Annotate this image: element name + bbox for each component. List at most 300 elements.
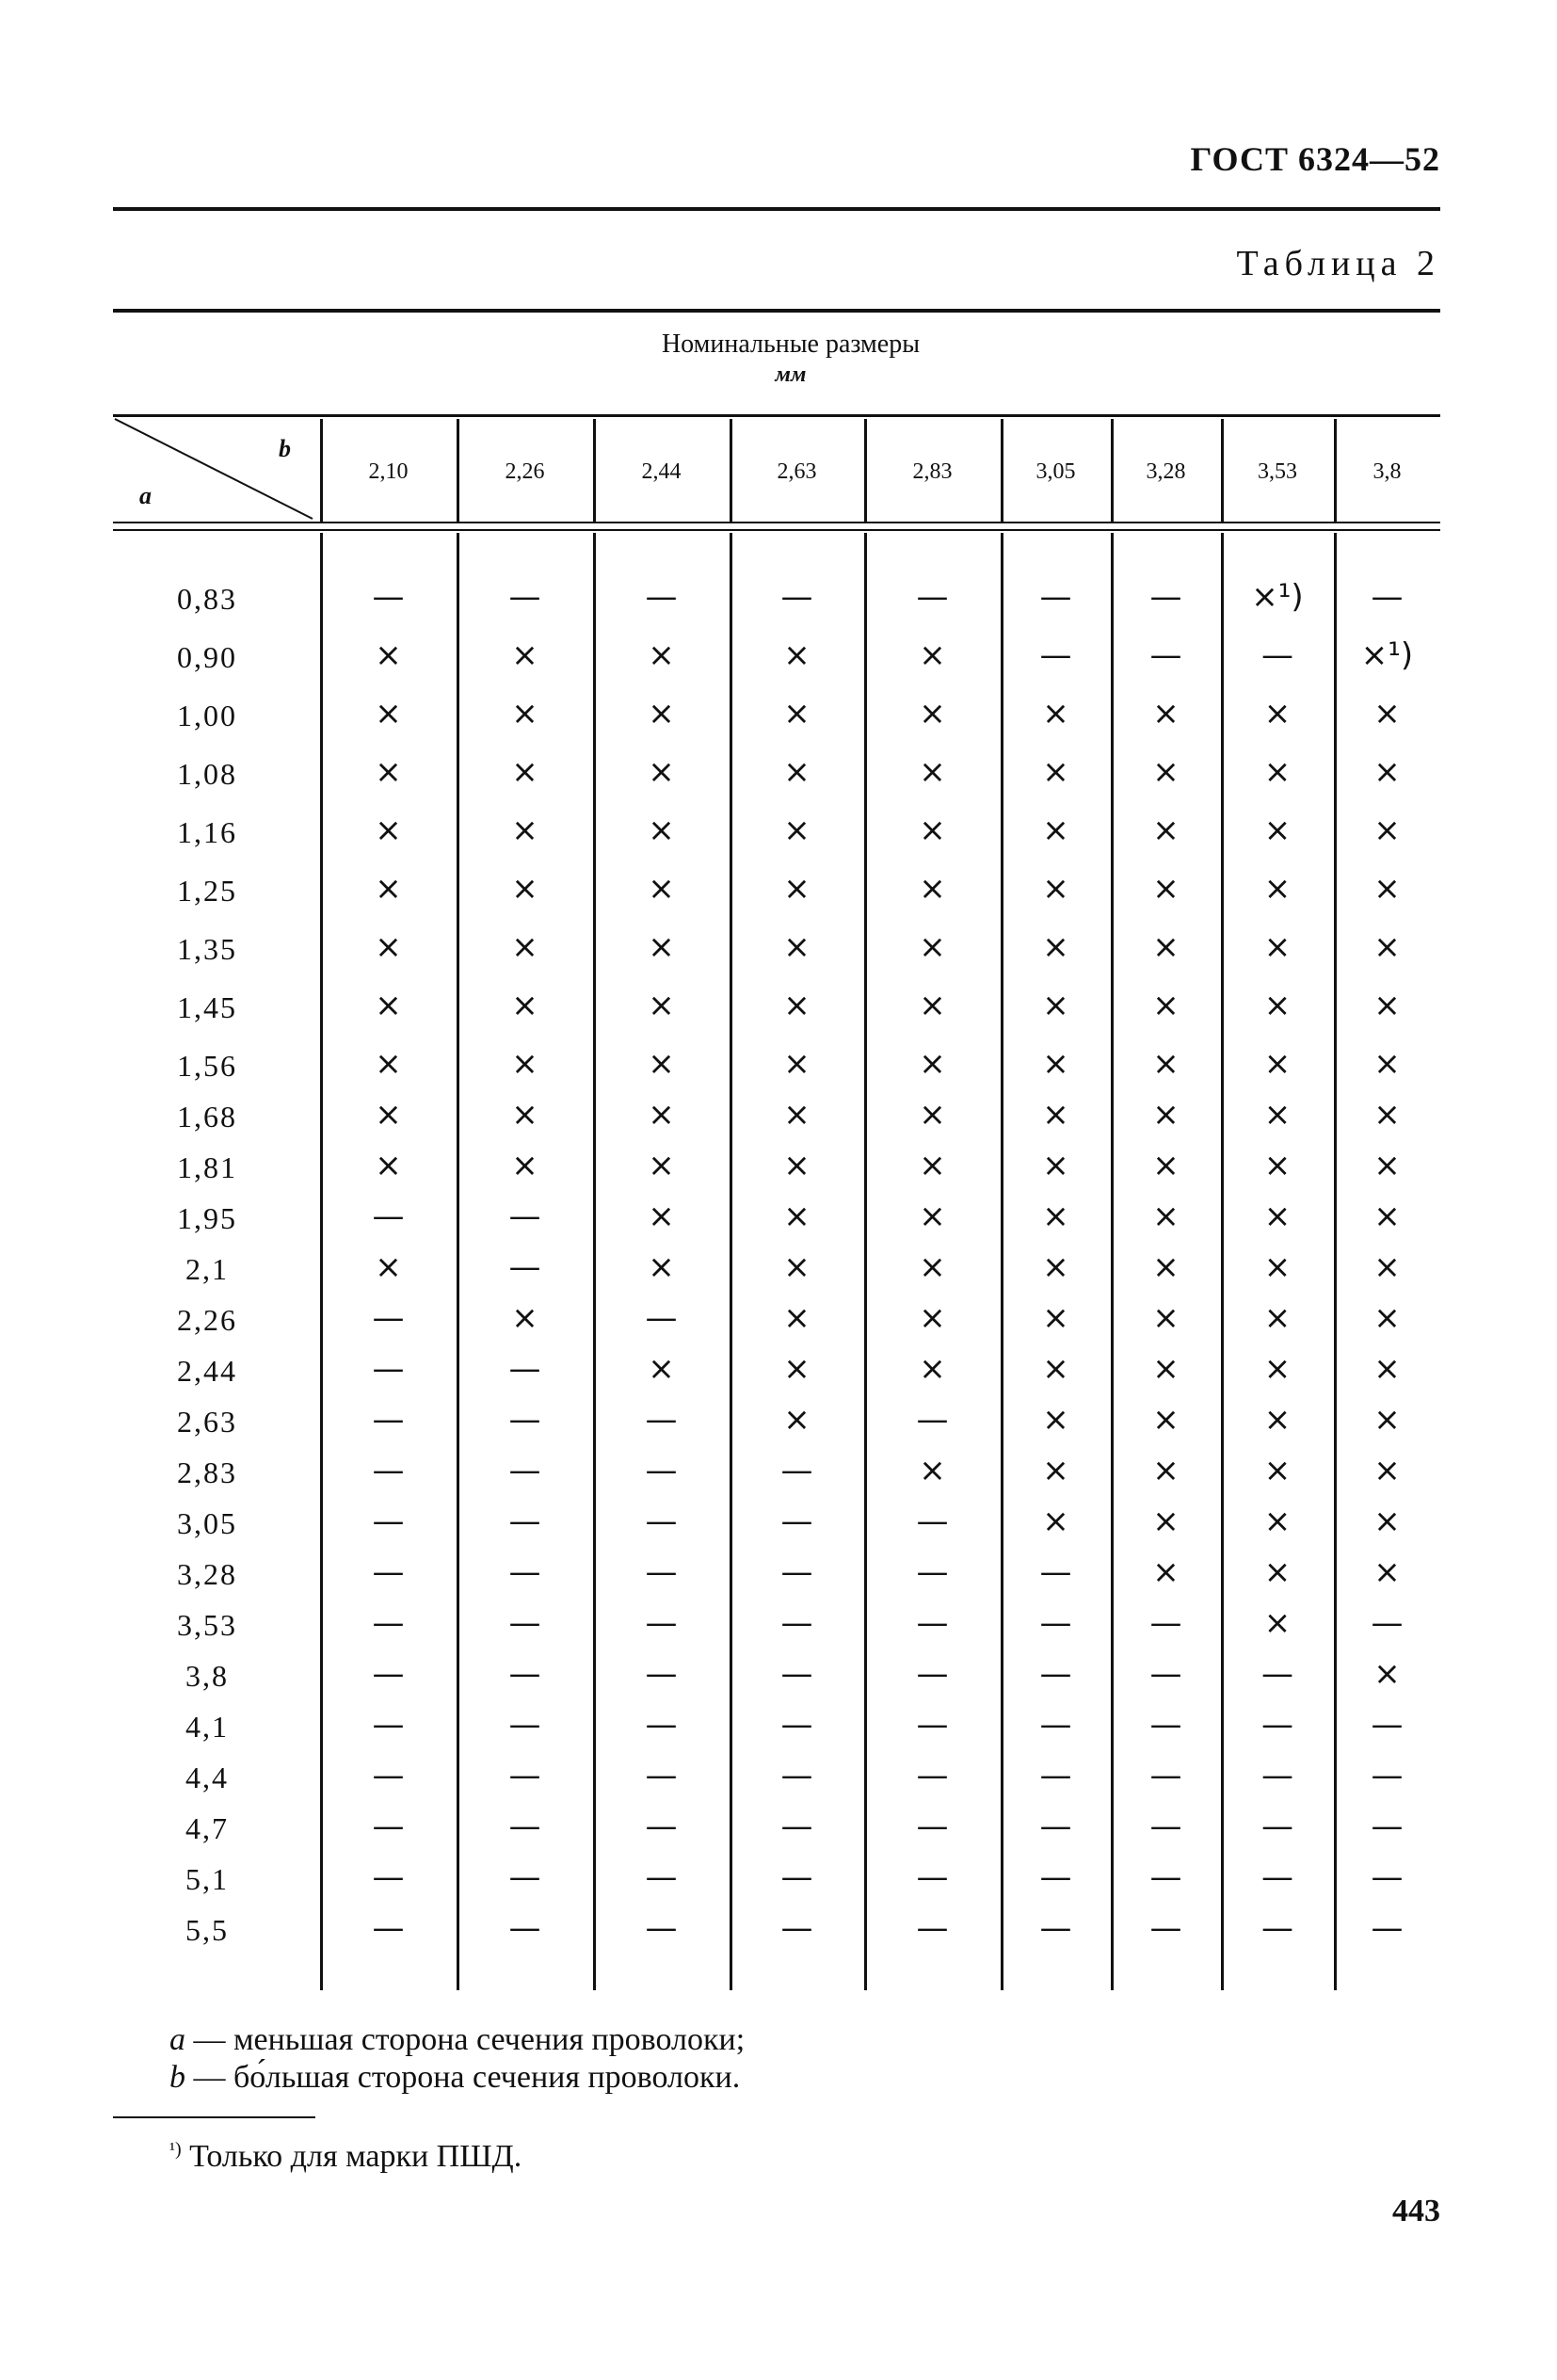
table-cell: — [1149,636,1182,674]
column-header: 2,44 [641,459,682,484]
table-cell: × [1373,1350,1401,1388]
row-label: 4,4 [185,1761,229,1794]
table-cell: × [1042,1248,1069,1286]
table-cell: × [1373,1655,1401,1693]
table-cell: — [645,1553,678,1591]
table-cell: — [645,1808,678,1845]
table-cell: — [645,1757,678,1794]
table-cell: × [648,987,675,1024]
table-cell: — [645,1604,678,1642]
column-divider [1001,419,1003,523]
table-cell: × [1263,1096,1292,1134]
row-label: 3,53 [177,1608,237,1642]
row-label: 3,05 [177,1506,237,1540]
table-cell: — [372,1198,405,1235]
footnote [169,2139,522,2175]
table-cell: × [375,870,402,908]
table-cell: × [783,1198,811,1235]
table-cell: — [916,1655,949,1693]
table-cell: × [1152,1299,1180,1337]
document-id: ГОСТ 6324—52 [1190,140,1440,178]
table-cell: × [783,812,811,849]
header-rule [113,207,1440,211]
table-cell: × [783,636,811,674]
table-cell: × [1263,1198,1292,1235]
table-cell: — [1149,1604,1182,1642]
table-cell: × [783,1096,811,1134]
table-cell: × [375,928,402,966]
column-divider [593,533,596,1990]
table-cell: — [508,578,541,616]
table-cell: × [919,695,946,732]
table-cell: — [1261,1706,1293,1744]
table-cell: × [1042,987,1069,1024]
column-divider [730,419,732,523]
header-row-bottom-rule [113,522,1440,523]
corner-label-a: a [139,482,152,509]
row-label: 0,90 [177,640,237,674]
table-cell: — [1371,1909,1404,1947]
table-cell: × [1373,1401,1401,1439]
table-cell: × [1152,928,1180,966]
table-cell: × [1152,1553,1180,1591]
column-divider [1221,419,1224,523]
table-cell: × [783,753,811,791]
table-cell: × [919,1045,946,1083]
row-label: 3,28 [177,1557,237,1591]
table-cell: × [1042,1452,1069,1489]
row-label: 2,83 [177,1455,237,1489]
table-cell: × [511,928,538,966]
column-header: 2,10 [368,459,409,484]
table-cell: — [645,1909,678,1947]
table-cell: × [648,870,675,908]
row-label: 1,35 [177,932,237,966]
table-cell: — [372,1706,405,1744]
table-cell: × [919,1299,946,1337]
table-cell: × [375,1096,402,1134]
table-cell: × [1373,1198,1401,1235]
column-divider [457,533,459,1990]
table-cell: × [1152,1147,1180,1184]
table-cell: × [1373,1248,1401,1286]
column-divider [320,419,323,523]
table-top-rule [113,309,1440,313]
table-cell: — [780,1655,813,1693]
table-cell: × [919,812,946,849]
table-cell: × [511,1045,538,1083]
table-cell: — [508,1452,541,1489]
table-cell: ×¹) [1360,636,1414,674]
table-cell: × [1152,1096,1180,1134]
table-cell: × [1263,1147,1292,1184]
table-cell: × [1373,695,1401,732]
table-cell: × [1152,1045,1180,1083]
table-cell: × [783,1147,811,1184]
row-label: 1,08 [177,757,237,791]
table-cell: × [1152,753,1180,791]
table-cell: × [783,1401,811,1439]
footnote-mark: ¹) [169,2139,182,2160]
table-cell: × [648,1350,675,1388]
table-cell: × [783,1350,811,1388]
table-cell: — [1371,1757,1404,1794]
table-cell: — [372,578,405,616]
table-cell: — [372,1655,405,1693]
table-cell: × [1263,1045,1292,1083]
note-b-text: — бо́льшая сторона сечения проволоки. [193,2060,741,2095]
table-cell: × [648,695,675,732]
table-cell: × [1373,1503,1401,1540]
table-cell: × [511,1096,538,1134]
table-cell: × [919,1147,946,1184]
row-label: 2,44 [177,1354,237,1388]
table-cell: × [1042,753,1069,791]
table-cell: — [372,1858,405,1896]
table-cell: — [508,1706,541,1744]
table-cell: — [645,1858,678,1896]
table-cell: × [1263,1452,1292,1489]
table-cell: × [375,1147,402,1184]
header-row-bottom-rule-2 [113,529,1440,531]
table-cell: — [645,1706,678,1744]
table-cell: × [1373,870,1401,908]
corner-label-b: b [279,435,291,462]
table-cell: — [645,1452,678,1489]
table-cell: × [511,1299,538,1337]
column-header: 3,05 [1035,459,1076,484]
table-cell: — [1261,1757,1293,1794]
row-label: 1,16 [177,815,237,849]
table-cell: × [375,1045,402,1083]
table-cell: — [1039,1858,1072,1896]
table-cell: × [1373,1299,1401,1337]
table-cell: — [508,1757,541,1794]
table-cell: — [1371,1808,1404,1845]
table-cell: — [916,1604,949,1642]
column-divider [1111,419,1114,523]
table-cell: — [645,578,678,616]
caption-unit: мм [775,362,807,387]
table-cell: × [1152,987,1180,1024]
table-cell: × [648,1248,675,1286]
table-cell: — [780,578,813,616]
table-cell: × [511,1147,538,1184]
table-cell: × [1042,1503,1069,1540]
table-cell: — [372,1604,405,1642]
footnote-text: Только для марки ПШД. [189,2139,522,2174]
table-cell: — [1371,1858,1404,1896]
table-cell: — [916,1858,949,1896]
table-cell: — [1261,1655,1293,1693]
table-cell: × [783,695,811,732]
table-cell: — [1149,1655,1182,1693]
table-cell: — [780,1808,813,1845]
caption-text: Номинальные размеры [661,330,921,359]
table-cell: × [1373,928,1401,966]
table-cell: — [1039,1757,1072,1794]
table-cell: — [1039,1808,1072,1845]
row-label: 1,95 [177,1201,237,1235]
table-cell: × [1042,928,1069,966]
row-label: 1,00 [177,699,237,732]
column-divider [864,533,867,1990]
row-label: 4,1 [185,1710,229,1744]
column-header: 3,28 [1146,459,1186,484]
table-cell: × [1263,753,1292,791]
table-cell: × [511,870,538,908]
table-cell: — [1261,1808,1293,1845]
table-cell: × [1263,695,1292,732]
table-cell: × [648,928,675,966]
table-cell: — [780,1604,813,1642]
table-cell: × [919,1096,946,1134]
table-cell: × [1152,1503,1180,1540]
table-cell: × [783,1248,811,1286]
table-cell: — [1371,1706,1404,1744]
table-cell: — [1039,1655,1072,1693]
table-cell: × [1152,870,1180,908]
row-label: 2,63 [177,1405,237,1439]
table-cell: × [1152,1350,1180,1388]
table-cell: — [372,1808,405,1845]
table-cell: × [1263,1553,1292,1591]
table-cell: × [1042,1401,1069,1439]
table-cell: × [1042,870,1069,908]
row-label: 3,8 [185,1659,229,1693]
table-cell: × [1042,1350,1069,1388]
table-cell: × [375,636,402,674]
table-cell: × [919,636,946,674]
table-cell: — [508,1808,541,1845]
table-cell: — [1261,636,1293,674]
table-cell: × [1152,812,1180,849]
table-cell: — [1039,1706,1072,1744]
table-cell: — [508,1553,541,1591]
table-cell: × [648,636,675,674]
table-cell: — [780,1858,813,1896]
table-cell: × [1152,1452,1180,1489]
table-cell: × [919,928,946,966]
table-cell: — [508,1401,541,1439]
table-cell: — [1149,1858,1182,1896]
table-cell: × [1042,1096,1069,1134]
table-cell: — [1039,1604,1072,1642]
table-cell: — [372,1553,405,1591]
row-label: 1,68 [177,1100,237,1134]
table-cell: — [508,1909,541,1947]
column-divider [864,419,867,523]
table-cell: — [1149,1757,1182,1794]
table-cell: × [1373,1045,1401,1083]
column-divider [730,533,732,1990]
table-cell: × [1263,1350,1292,1388]
table-cell: × [375,812,402,849]
table-cell: — [780,1503,813,1540]
table-cell: × [1263,1299,1292,1337]
table-cell: — [645,1401,678,1439]
table-cell: — [916,1808,949,1845]
table-cell: × [919,1452,946,1489]
table-cell: — [508,1248,541,1286]
table-cell: × [1152,1198,1180,1235]
table-cell: × [375,753,402,791]
table-cell: × [1373,987,1401,1024]
table-cell: × [511,987,538,1024]
table-cell: — [916,1503,949,1540]
table-cell: × [919,1198,946,1235]
row-label: 2,26 [177,1303,237,1337]
table-cell: — [916,1706,949,1744]
table-cell: — [1039,1553,1072,1591]
table-caption [508,330,1073,390]
table-cell: × [648,1147,675,1184]
row-label: 5,1 [185,1862,229,1896]
table-cell: × [648,753,675,791]
table-cell: — [508,1350,541,1388]
footnote-rule [113,2116,315,2118]
row-label: 1,81 [177,1150,237,1184]
table-cell: × [511,753,538,791]
table-cell: — [916,578,949,616]
row-label: 1,56 [177,1049,237,1083]
table-cell: × [783,1045,811,1083]
table-cell: × [1263,1401,1292,1439]
table-cell: × [648,812,675,849]
table-cell: × [1042,1147,1069,1184]
table-cell: — [508,1655,541,1693]
table-cell: — [1149,1706,1182,1744]
table-cell: × [511,636,538,674]
table-cell: × [1263,928,1292,966]
table-cell: — [372,1401,405,1439]
table-cell: × [919,870,946,908]
table-cell: — [645,1655,678,1693]
table-cell: — [916,1553,949,1591]
table-cell: × [1152,1248,1180,1286]
table-cell: — [916,1757,949,1794]
table-cell: × [375,695,402,732]
table-cell: — [780,1909,813,1947]
table-cell: × [511,812,538,849]
column-divider [457,419,459,523]
table-cell: × [1373,1452,1401,1489]
table-cell: — [1149,578,1182,616]
column-divider [1221,533,1224,1990]
table-cell: × [783,870,811,908]
column-header: 3,8 [1372,459,1402,484]
table-cell: × [1263,1604,1292,1642]
row-label: 5,5 [185,1913,229,1947]
table-cell: × [1263,870,1292,908]
table-cell: — [780,1452,813,1489]
table-cell: — [372,1452,405,1489]
table-cell: — [508,1858,541,1896]
table-cell: — [916,1909,949,1947]
column-divider [320,533,323,1990]
note-b-symbol: b [169,2060,185,2095]
table-cell: — [372,1503,405,1540]
table-cell: — [1039,636,1072,674]
table-cell: × [1152,1401,1180,1439]
row-label: 1,45 [177,990,237,1024]
table-cell: — [372,1299,405,1337]
table-cell: × [1263,1248,1292,1286]
row-label: 2,1 [185,1252,229,1286]
table-cell: — [372,1350,405,1388]
table-cell: ×¹) [1251,578,1304,616]
column-divider [593,419,596,523]
table-cell: × [648,1096,675,1134]
table-cell: — [1371,578,1404,616]
table-cell: × [783,987,811,1024]
table-cell: — [645,1299,678,1337]
table-cell: — [916,1401,949,1439]
table-cell: × [1263,1503,1292,1540]
table-cell: × [1042,1299,1069,1337]
table-cell: — [1039,1909,1072,1947]
column-divider [1334,419,1337,523]
column-header: 2,26 [505,459,545,484]
column-header: 2,83 [912,459,953,484]
table-cell: — [780,1757,813,1794]
table-cell: × [1042,1045,1069,1083]
note-a [169,2022,745,2058]
table-cell: — [780,1706,813,1744]
table-cell: — [1149,1909,1182,1947]
table-cell: × [1373,753,1401,791]
table-cell: × [919,987,946,1024]
table-cell: — [508,1198,541,1235]
table-cell: — [645,1503,678,1540]
table-cell: — [1371,1604,1404,1642]
table-cell: × [919,1248,946,1286]
table-cell: — [372,1757,405,1794]
table-cell: × [1042,812,1069,849]
table-cell: × [1373,1096,1401,1134]
table-cell: × [375,1248,402,1286]
table-cell: × [511,695,538,732]
table-cell: — [1261,1858,1293,1896]
table-cell: × [1373,1553,1401,1591]
note-a-text: — меньшая сторона сечения проволоки; [193,2022,746,2057]
table-cell: × [1373,1147,1401,1184]
table-cell: × [919,753,946,791]
row-label: 1,25 [177,874,237,908]
table-cell: × [648,1045,675,1083]
note-b [169,2060,740,2096]
table-cell: × [919,1350,946,1388]
column-header: 3,53 [1258,459,1297,484]
table-cell: × [1263,812,1292,849]
table-cell: × [648,1198,675,1235]
row-label: 4,7 [185,1811,229,1845]
column-header: 2,63 [777,459,817,484]
table-cell: × [375,987,402,1024]
table-cell: × [783,1299,811,1337]
table-cell: × [1042,1198,1069,1235]
page-number: 443 [1392,2194,1440,2228]
table-cell: — [1039,578,1072,616]
table-title: Таблица 2 [1236,244,1440,283]
table-cell: × [1373,812,1401,849]
table-cell: — [1261,1909,1293,1947]
table-cell: — [508,1503,541,1540]
table-cell: — [508,1604,541,1642]
table-cell: × [783,928,811,966]
table-cell: — [780,1553,813,1591]
row-label: 0,83 [177,582,237,616]
